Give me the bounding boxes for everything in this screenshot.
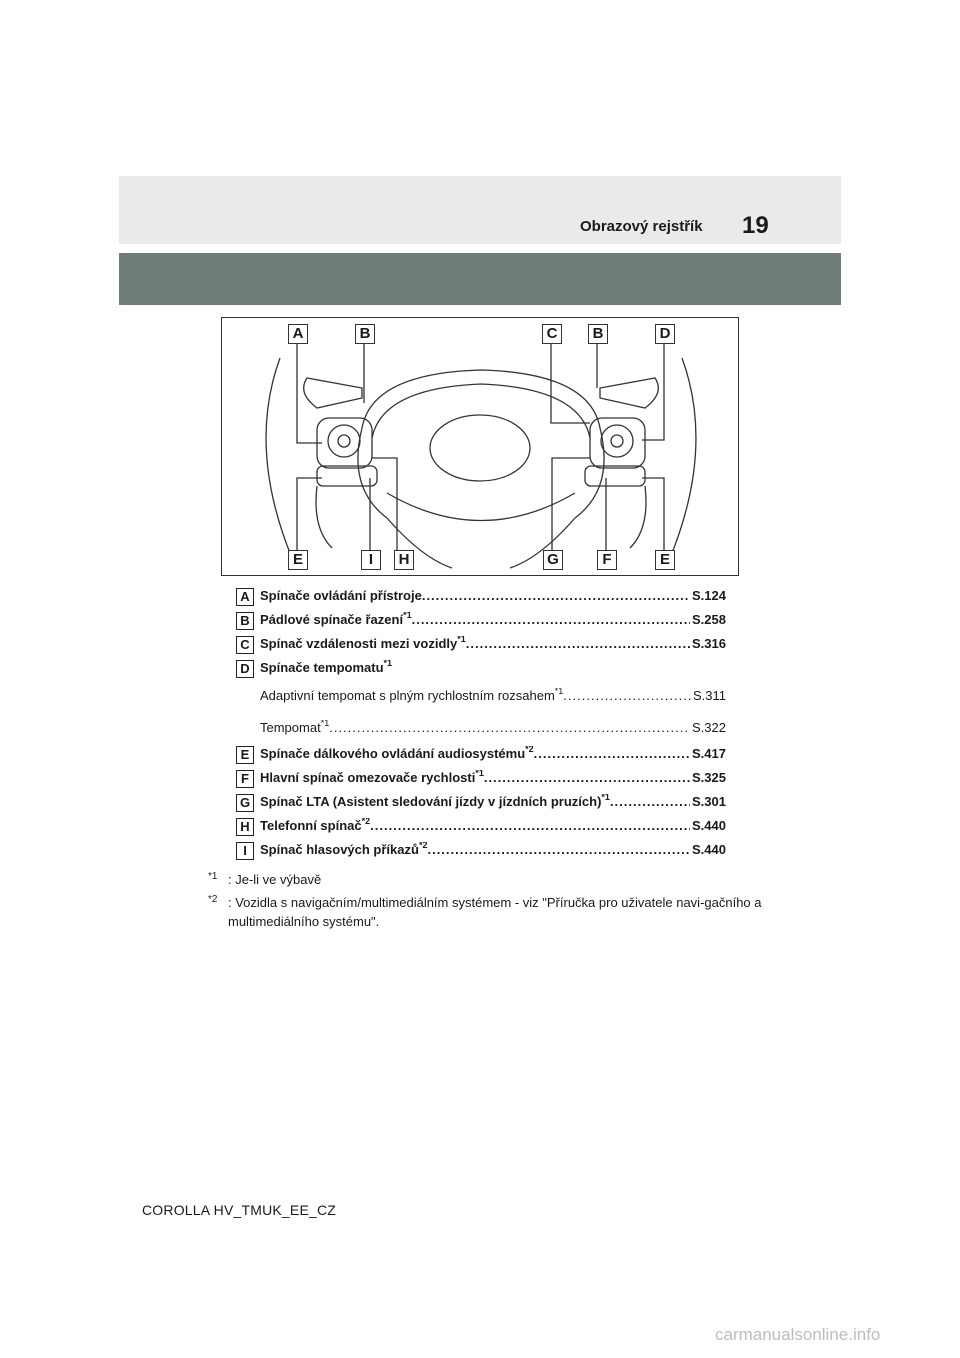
callout-f-bottom: F [597, 550, 617, 570]
callout-g-bottom: G [543, 550, 563, 570]
page-ref: S.316 [692, 636, 726, 651]
legend-letter: H [236, 818, 254, 836]
legend-sup: *2 [361, 818, 371, 826]
legend-text: Spínače tempomatu [260, 660, 384, 675]
legend-item [236, 838, 726, 862]
legend-item [236, 608, 726, 632]
steering-wheel-illustration [222, 318, 740, 577]
legend-subitem [236, 710, 726, 742]
footnote [208, 870, 768, 889]
callout-b-top-right: B [588, 324, 608, 344]
page-ref: S.440 [692, 818, 726, 833]
legend-letter: C [236, 636, 254, 654]
legend-sup: *1 [383, 660, 393, 668]
legend-text: Pádlové spínače řazení [260, 612, 404, 627]
page-ref: S.322 [692, 720, 726, 735]
callout-e-bottom-left: E [288, 550, 308, 570]
callout-h-bottom: H [394, 550, 414, 570]
section-title: Obrazový rejstřík [580, 218, 703, 235]
legend-letter: B [236, 612, 254, 630]
footnotes [208, 870, 768, 935]
footnote [208, 893, 768, 931]
legend-sup: *1 [475, 770, 484, 778]
legend-letter: E [236, 746, 254, 764]
legend-letter: I [236, 842, 254, 860]
footnote-mark: *2 [208, 894, 218, 905]
legend-letter: F [236, 770, 254, 788]
callout-b-top-left: B [355, 324, 375, 344]
legend-text: Spínače ovládání přístroje [260, 588, 422, 603]
legend-sup: *1 [320, 720, 330, 728]
legend-item [236, 790, 726, 814]
legend-item [236, 584, 726, 608]
legend-text: Hlavní spínač omezovače rychlosti [260, 770, 476, 785]
legend-subitem [236, 680, 726, 710]
legend-sup: *1 [601, 794, 610, 802]
section-banner [119, 253, 841, 305]
footnote-mark: *1 [208, 871, 218, 882]
legend-list [236, 584, 726, 862]
callout-d-top: D [655, 324, 675, 344]
steering-wheel-figure [221, 317, 739, 576]
callout-i-bottom: I [361, 550, 381, 570]
legend-sup: *2 [418, 842, 428, 850]
legend-text: Adaptivní tempomat s plným rychlostním rozsahem [260, 688, 555, 703]
legend-text: Spínač hlasových příkazů [260, 842, 419, 857]
legend-letter: D [236, 660, 254, 678]
legend-text: Spínače dálkového ovládání audiosystému [260, 746, 526, 761]
page-ref: S.124 [692, 588, 726, 603]
legend-letter: A [236, 588, 254, 606]
document-code: COROLLA HV_TMUK_EE_CZ [142, 1202, 337, 1218]
footnote-text: : Je-li ve výbavě [228, 872, 322, 887]
legend-sup: *1 [403, 612, 412, 620]
legend-text: Telefonní spínač [260, 818, 362, 833]
legend-item [236, 632, 726, 656]
callout-c-top: C [542, 324, 562, 344]
callout-a-top: A [288, 324, 308, 344]
page-ref: S.440 [692, 842, 726, 857]
page-ref: S.311 [692, 688, 726, 703]
page-ref: S.325 [692, 770, 726, 785]
watermark: carmanualsonline.info [715, 1325, 881, 1344]
legend-letter: G [236, 794, 254, 812]
page-number: 19 [742, 212, 769, 239]
legend-item [236, 656, 726, 680]
page-ref: S.258 [692, 612, 726, 627]
footnote-text: : Vozidla s navigačním/multimediálním systémem - viz "Příručka pro uživatele navi-gačního a multimediálního systému". [228, 895, 762, 929]
legend-sup: *1 [554, 688, 564, 696]
legend-text: Spínač vzdálenosti mezi vozidly [260, 636, 458, 651]
legend-sup: *2 [525, 746, 534, 754]
page-ref: S.417 [692, 746, 726, 761]
legend-item [236, 766, 726, 790]
callout-e-bottom-right: E [655, 550, 675, 570]
legend-text: Spínač LTA (Asistent sledování jízdy v jízdních pruzích) [260, 794, 602, 809]
legend-item [236, 742, 726, 766]
legend-text: Tempomat [260, 720, 321, 735]
header-band [119, 176, 841, 244]
legend-sup: *1 [457, 636, 466, 644]
legend-item [236, 814, 726, 838]
page-ref: S.301 [692, 794, 726, 809]
